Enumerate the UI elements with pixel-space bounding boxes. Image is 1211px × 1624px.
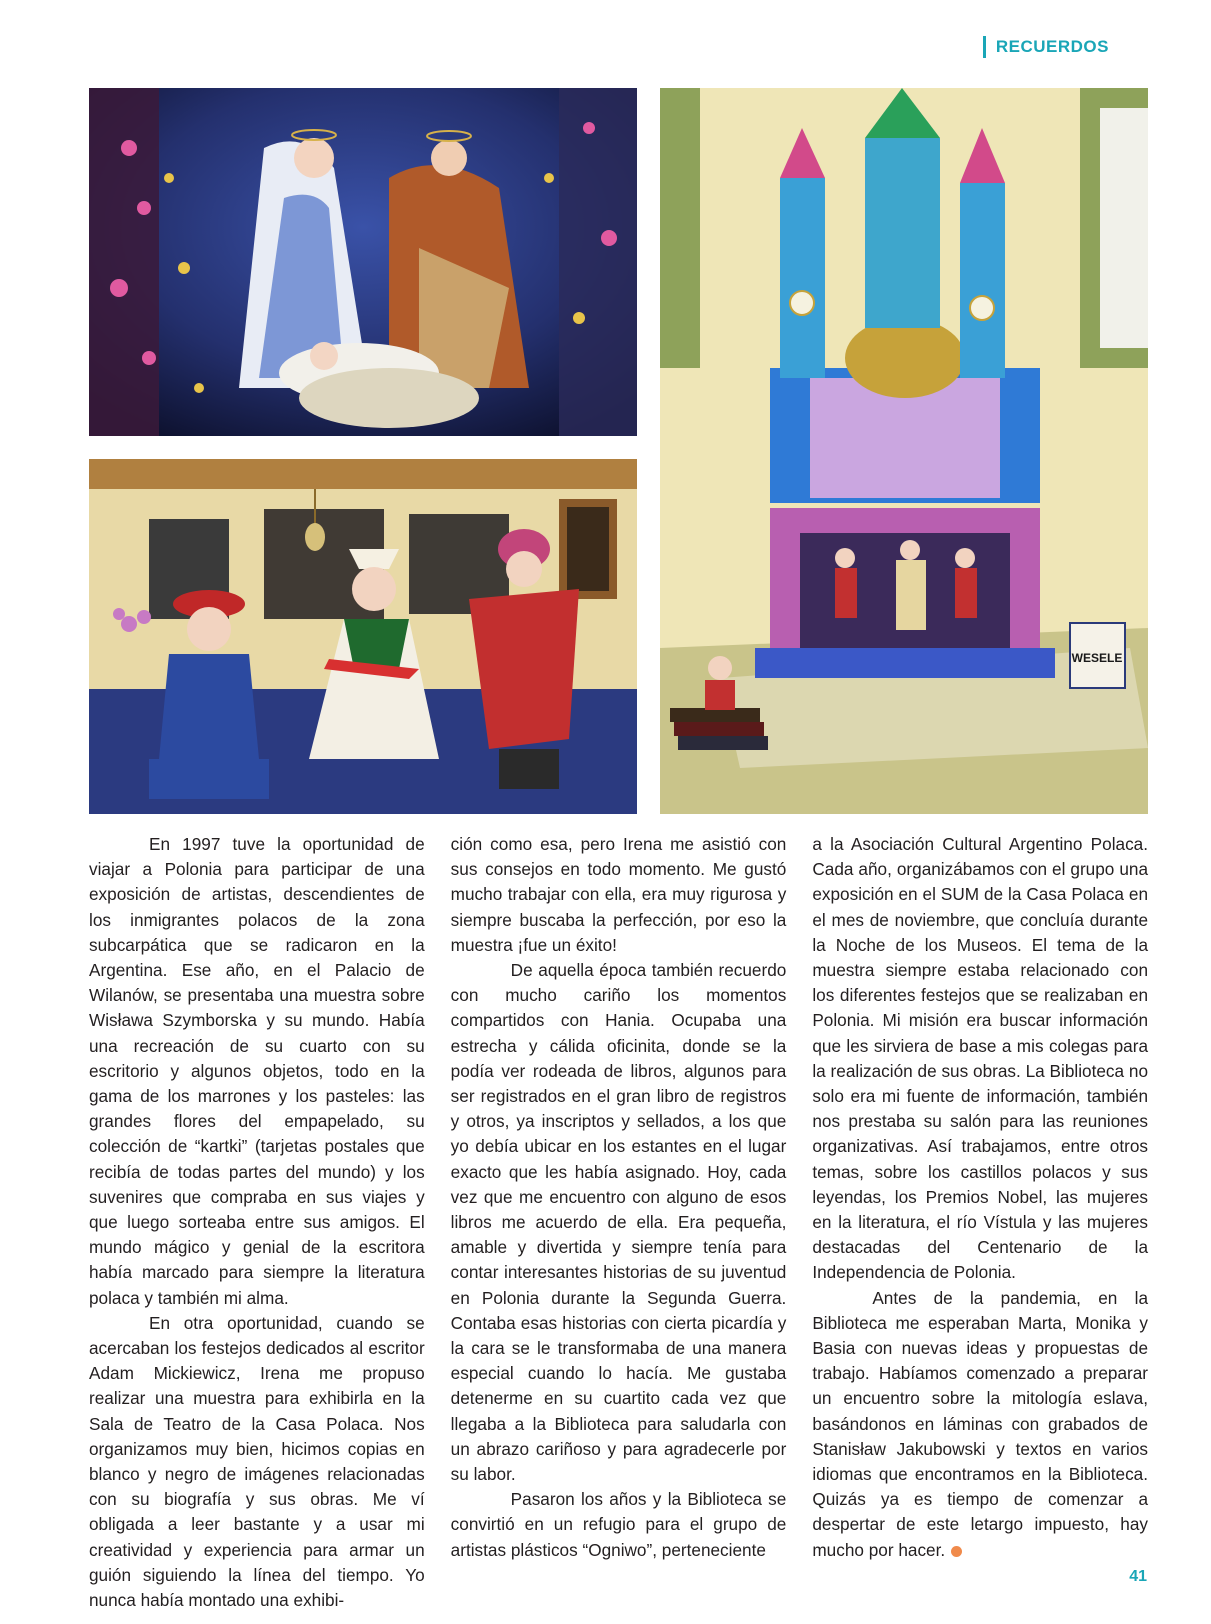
- section-bar: [983, 36, 986, 58]
- paragraph-text: Antes de la pandemia, en la Biblioteca me esperaban Marta, Monika y Basia con nuevas ideas y propuestas de trabajo. Habíamos comenzado a preparar un encuentro sobre la mitología eslava, basándonos en láminas con grabados de Stanisław Jakubowski y textos en varios idiomas que encontramos en la Biblioteca. Quizás ya es tiempo de comenzar a despertar de este letargo impuesto, hay mucho por hacer.: [812, 1287, 1149, 1560]
- page-number: 41: [1129, 1568, 1147, 1585]
- paragraph: En otra oportunidad, cuando se acercaban los festejos dedicados al escritor Adam Mickiewicz, Irena me propuso realizar una muestra para exhibirla en la Sala de Teatro de la Casa Polaca. Nos organizamos muy bien, hicimos copias en blanco y negro de imágenes relacionadas con su biografía y sus obras. Me ví obligada a leer bastante y a usar mi creatividad y experiencia para armar un guión siguiendo la línea del tiempo. Yo nunca había montado una exhibi-: [89, 1312, 425, 1611]
- section-header: [983, 36, 1109, 58]
- paragraph-last: [812, 1286, 1148, 1563]
- article-column-2: [451, 832, 787, 1613]
- paragraph: Pasaron los años y la Biblioteca se convirtió en un refugio para el grupo de artistas plásticos “Ogniwo”, perteneciente: [450, 1489, 787, 1560]
- photo-szopka-crib: [660, 88, 1148, 814]
- paragraph: En 1997 tuve la oportunidad de viajar a Polonia para participar de una exposición de artistas, descendientes de los inmigrantes polacos de la zona subcarpática que se radicaron en la Argentina. Ese año, en el Palacio de Wilanów, se presentaba una muestra sobre Wisława Szymborska y su mundo. Había una recreación de su cuarto con su escritorio y algunos objetos, todo en la gama de los marrones y los pasteles: las grandes flores del empapelado, su colección de “kartki” (tarjetas postales que recibía de todas partes del mundo) y los suvenires que compraba en sus viajes y que luego sorteaba entre sus amigos. El mundo mágico y genial de la escritora había marcado para siempre la literatura polaca y también mi alma.: [89, 834, 425, 1308]
- photo-wedding-scene: [89, 459, 637, 814]
- end-marker-icon: [951, 1546, 962, 1557]
- photo-nativity-scene: [89, 88, 637, 436]
- szopka-sign-text: WESELE: [1071, 651, 1123, 665]
- paragraph: a la Asociación Cultural Argentino Polaca. Cada año, organizábamos con el grupo una exposición en el SUM de la Casa Polaca en el mes de noviembre, que concluía durante la Noche de los Museos. El tema de la muestra siempre estaba relacionado con los diferentes festejos que se realizaban en Polonia. Mi misión era buscar información que les sirviera de base a mis colegas para la realización de sus obras. La Biblioteca no solo era mi fuente de información, también nos prestaba su salón para las reuniones organizativas. Así trabajamos, entre otros temas, sobre los castillos polacos y sus leyendas, los Premios Nobel, las mujeres en la literatura, el río Vístula y las mujeres destacadas del Centenario de la Independencia de Polonia.: [812, 834, 1149, 1283]
- paragraph: De aquella época también recuerdo con mucho cariño los momentos compartidos con Hania. Ocupaba una estrecha y cálida oficinita, donde se la podía ver rodeada de libros, algunos para ser registrados en el gran libro de registros y otros, ya inscriptos y sellados, a los que yo debía ubicar en los estantes en el lugar exacto que les había asignado. Hoy, cada vez que me encuentro con alguno de esos libros me acuerdo de ella. Era pequeña, amable y divertida y siempre tenía para contar interesantes historias de su juventud en Polonia durante la Segunda Guerra. Contaba esas historias con cierta picardía y la cara se le transformaba de una manera especial cuando lo hacía. Me gustaba detenerme en su cuartito cada vez que llegaba a la Biblioteca para saludarla con un abrazo cariñoso y para agradecerle por su labor.: [450, 960, 787, 1485]
- section-label: RECUERDOS: [995, 37, 1109, 56]
- article-body: [89, 832, 1148, 1613]
- paragraph: ción como esa, pero Irena me asistió con sus consejos en todo momento. Me gustó mucho trabajar con ella, era muy rigurosa y siempre buscaba la perfección, por eso la muestra ¡fue un éxito!: [450, 834, 787, 955]
- article-column-1: [89, 832, 425, 1613]
- article-column-3: [812, 832, 1148, 1613]
